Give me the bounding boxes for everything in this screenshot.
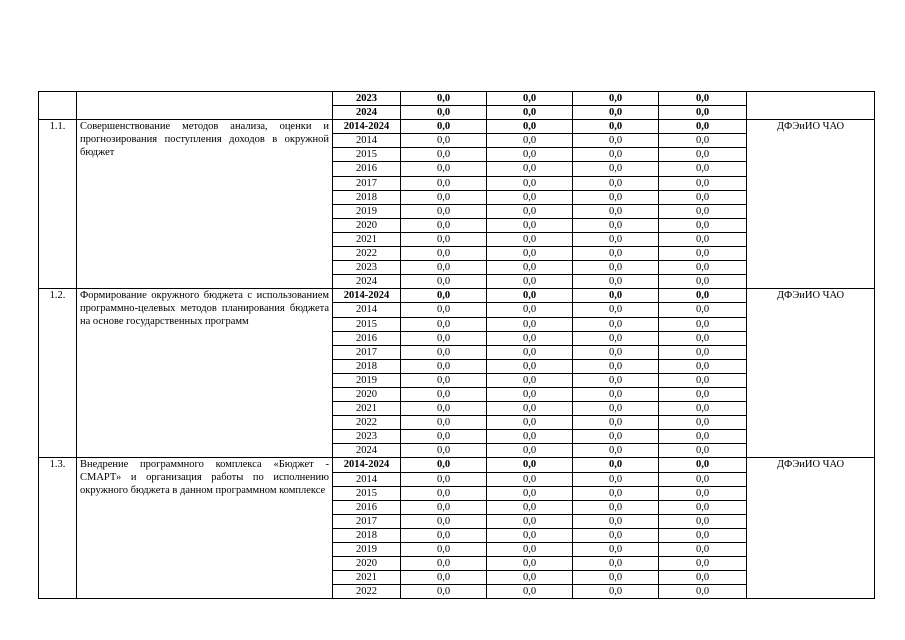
value-cell: 0,0 [659,92,747,106]
value-cell: 0,0 [401,317,487,331]
value-cell: 0,0 [573,134,659,148]
value-cell: 0,0 [487,345,573,359]
value-cell: 0,0 [659,528,747,542]
value-cell: 0,0 [487,430,573,444]
value-cell: 0,0 [659,176,747,190]
year-cell: 2014-2024 [333,120,401,134]
value-cell: 0,0 [573,514,659,528]
value-cell: 0,0 [573,387,659,401]
value-cell: 0,0 [487,106,573,120]
year-cell: 2023 [333,261,401,275]
year-cell: 2019 [333,543,401,557]
year-cell: 2019 [333,373,401,387]
value-cell: 0,0 [573,317,659,331]
table-row [39,289,875,303]
table-row [39,92,875,106]
value-cell: 0,0 [487,472,573,486]
value-cell: 0,0 [659,303,747,317]
value-cell: 0,0 [487,92,573,106]
value-cell: 0,0 [573,261,659,275]
year-cell: 2018 [333,190,401,204]
value-cell: 0,0 [487,416,573,430]
year-cell: 2021 [333,571,401,585]
year-cell: 2015 [333,486,401,500]
year-cell: 2014 [333,134,401,148]
value-cell: 0,0 [401,402,487,416]
value-cell: 0,0 [487,359,573,373]
year-cell: 2024 [333,106,401,120]
value-cell: 0,0 [659,120,747,134]
value-cell: 0,0 [659,317,747,331]
value-cell: 0,0 [487,486,573,500]
year-cell: 2023 [333,430,401,444]
value-cell: 0,0 [401,571,487,585]
value-cell: 0,0 [487,585,573,599]
value-cell: 0,0 [573,303,659,317]
item-name: Внедрение программного комплекса «Бюджет - СМАРТ» и организация работы по исполнению окружного бюджета в данном программном комплексе [77,458,333,599]
year-cell: 2015 [333,148,401,162]
value-cell: 0,0 [659,148,747,162]
value-cell: 0,0 [401,500,487,514]
value-cell: 0,0 [401,134,487,148]
value-cell: 0,0 [401,261,487,275]
value-cell: 0,0 [659,500,747,514]
value-cell: 0,0 [659,162,747,176]
value-cell: 0,0 [573,176,659,190]
value-cell: 0,0 [659,359,747,373]
value-cell: 0,0 [487,528,573,542]
value-cell: 0,0 [487,444,573,458]
year-cell: 2022 [333,585,401,599]
value-cell: 0,0 [659,472,747,486]
year-cell: 2024 [333,444,401,458]
value-cell: 0,0 [659,557,747,571]
value-cell: 0,0 [401,514,487,528]
value-cell: 0,0 [401,204,487,218]
value-cell: 0,0 [487,317,573,331]
value-cell: 0,0 [401,148,487,162]
year-cell: 2021 [333,402,401,416]
value-cell: 0,0 [401,162,487,176]
table-row [39,120,875,134]
value-cell: 0,0 [487,303,573,317]
value-cell: 0,0 [487,176,573,190]
value-cell: 0,0 [401,585,487,599]
year-cell: 2017 [333,514,401,528]
item-number: 1.2. [39,289,77,458]
year-cell: 2014 [333,472,401,486]
value-cell: 0,0 [401,373,487,387]
value-cell: 0,0 [487,261,573,275]
year-cell: 2020 [333,387,401,401]
executor: ДФЭиИО ЧАО [747,120,875,289]
item-name: Совершенствование методов анализа, оценки и прогнозирования поступления доходов в окружной бюджет [77,120,333,289]
value-cell: 0,0 [487,543,573,557]
item-name: Формирование окружного бюджета с использованием программно-целевых методов планирования бюджета на основе государственных программ [77,289,333,458]
value-cell: 0,0 [573,331,659,345]
value-cell: 0,0 [573,458,659,472]
value-cell: 0,0 [659,416,747,430]
value-cell: 0,0 [573,585,659,599]
value-cell: 0,0 [401,472,487,486]
value-cell: 0,0 [573,204,659,218]
value-cell: 0,0 [401,303,487,317]
value-cell: 0,0 [573,500,659,514]
value-cell: 0,0 [401,458,487,472]
value-cell: 0,0 [573,218,659,232]
value-cell: 0,0 [487,204,573,218]
value-cell: 0,0 [573,543,659,557]
value-cell: 0,0 [659,106,747,120]
executor: ДФЭиИО ЧАО [747,289,875,458]
value-cell: 0,0 [487,571,573,585]
value-cell: 0,0 [487,190,573,204]
year-cell: 2016 [333,331,401,345]
year-cell: 2024 [333,275,401,289]
value-cell: 0,0 [401,247,487,261]
value-cell: 0,0 [659,373,747,387]
value-cell: 0,0 [401,430,487,444]
year-cell: 2015 [333,317,401,331]
value-cell: 0,0 [487,162,573,176]
value-cell: 0,0 [659,430,747,444]
value-cell: 0,0 [659,444,747,458]
value-cell: 0,0 [487,218,573,232]
value-cell: 0,0 [659,486,747,500]
year-cell: 2022 [333,247,401,261]
value-cell: 0,0 [401,190,487,204]
year-cell: 2019 [333,204,401,218]
value-cell: 0,0 [401,106,487,120]
budget-table-body [39,92,875,599]
value-cell: 0,0 [573,275,659,289]
item-number-cell [39,92,77,120]
value-cell: 0,0 [659,134,747,148]
value-cell: 0,0 [659,585,747,599]
year-cell: 2017 [333,345,401,359]
value-cell: 0,0 [573,345,659,359]
value-cell: 0,0 [487,500,573,514]
value-cell: 0,0 [659,232,747,246]
value-cell: 0,0 [401,528,487,542]
value-cell: 0,0 [487,275,573,289]
value-cell: 0,0 [487,148,573,162]
value-cell: 0,0 [659,247,747,261]
value-cell: 0,0 [487,232,573,246]
value-cell: 0,0 [487,557,573,571]
value-cell: 0,0 [487,514,573,528]
value-cell: 0,0 [573,162,659,176]
value-cell: 0,0 [573,557,659,571]
year-cell: 2014-2024 [333,458,401,472]
value-cell: 0,0 [401,486,487,500]
value-cell: 0,0 [659,402,747,416]
value-cell: 0,0 [401,120,487,134]
year-cell: 2014-2024 [333,289,401,303]
year-cell: 2021 [333,232,401,246]
value-cell: 0,0 [659,345,747,359]
year-cell: 2020 [333,218,401,232]
value-cell: 0,0 [573,120,659,134]
value-cell: 0,0 [659,514,747,528]
value-cell: 0,0 [573,232,659,246]
year-cell: 2016 [333,162,401,176]
executor-cell [747,92,875,120]
value-cell: 0,0 [659,458,747,472]
executor: ДФЭиИО ЧАО [747,458,875,599]
value-cell: 0,0 [487,387,573,401]
value-cell: 0,0 [659,261,747,275]
year-cell: 2018 [333,359,401,373]
value-cell: 0,0 [401,543,487,557]
value-cell: 0,0 [487,120,573,134]
value-cell: 0,0 [401,176,487,190]
value-cell: 0,0 [487,289,573,303]
value-cell: 0,0 [573,402,659,416]
value-cell: 0,0 [401,289,487,303]
value-cell: 0,0 [573,106,659,120]
value-cell: 0,0 [401,444,487,458]
value-cell: 0,0 [573,190,659,204]
value-cell: 0,0 [487,247,573,261]
value-cell: 0,0 [659,218,747,232]
value-cell: 0,0 [401,331,487,345]
value-cell: 0,0 [487,458,573,472]
value-cell: 0,0 [573,528,659,542]
value-cell: 0,0 [573,571,659,585]
value-cell: 0,0 [573,148,659,162]
value-cell: 0,0 [401,416,487,430]
item-number: 1.1. [39,120,77,289]
value-cell: 0,0 [573,444,659,458]
value-cell: 0,0 [401,557,487,571]
table-row [39,458,875,472]
value-cell: 0,0 [659,204,747,218]
value-cell: 0,0 [659,387,747,401]
value-cell: 0,0 [401,232,487,246]
value-cell: 0,0 [401,359,487,373]
value-cell: 0,0 [487,373,573,387]
value-cell: 0,0 [573,247,659,261]
value-cell: 0,0 [487,331,573,345]
year-cell: 2022 [333,416,401,430]
value-cell: 0,0 [401,218,487,232]
value-cell: 0,0 [573,373,659,387]
value-cell: 0,0 [401,345,487,359]
year-cell: 2023 [333,92,401,106]
value-cell: 0,0 [659,543,747,557]
year-cell: 2014 [333,303,401,317]
year-cell: 2020 [333,557,401,571]
budget-table [38,91,875,599]
item-name-cell [77,92,333,120]
value-cell: 0,0 [573,289,659,303]
value-cell: 0,0 [573,430,659,444]
value-cell: 0,0 [573,416,659,430]
value-cell: 0,0 [401,387,487,401]
year-cell: 2016 [333,500,401,514]
value-cell: 0,0 [487,402,573,416]
year-cell: 2018 [333,528,401,542]
value-cell: 0,0 [659,190,747,204]
value-cell: 0,0 [659,289,747,303]
value-cell: 0,0 [401,275,487,289]
year-cell: 2017 [333,176,401,190]
value-cell: 0,0 [573,472,659,486]
value-cell: 0,0 [659,275,747,289]
value-cell: 0,0 [487,134,573,148]
item-number: 1.3. [39,458,77,599]
value-cell: 0,0 [573,359,659,373]
value-cell: 0,0 [659,571,747,585]
value-cell: 0,0 [573,92,659,106]
value-cell: 0,0 [659,331,747,345]
value-cell: 0,0 [401,92,487,106]
value-cell: 0,0 [573,486,659,500]
